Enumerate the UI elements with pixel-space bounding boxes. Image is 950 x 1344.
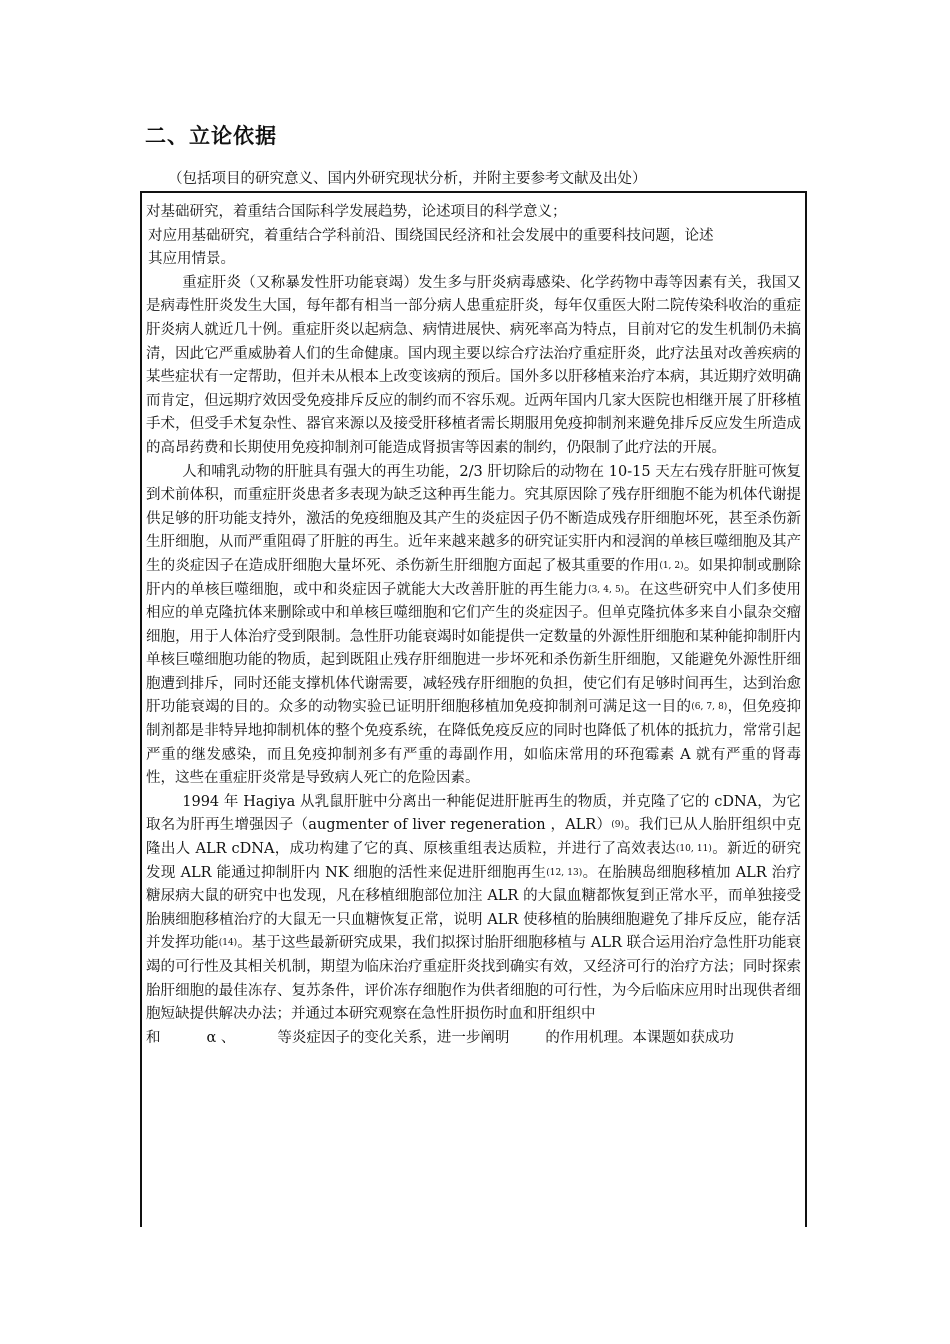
- section-heading: 二、立论依据: [145, 124, 277, 148]
- paragraph-3-part-d: 。在胎胰岛细胞移植加 ALR 治疗糖尿病大鼠的研究中也发现，凡在移植细胞部位加注 ALR 的大鼠血糖都恢复到正常水平，而单独接受胎胰细胞移植治疗的大鼠无一只血糖恢复正常，说明 ALR 使移植的胎胰细胞避免了排斥反应，能存活并发挥功能: [146, 864, 801, 952]
- paragraph-3: [146, 791, 801, 1027]
- paragraph-1: [146, 272, 801, 461]
- paragraph-3-part-c: 。新近的研究发现 ALR 能通过抑制肝内 NK 细胞的活性来促进肝细胞再生: [146, 841, 802, 881]
- instruction-line-3: 其应用情景。: [148, 251, 235, 268]
- final-line-part-c: 等炎症因子的变化关系，进一步阐明: [277, 1029, 510, 1046]
- citation-2: (3, 4, 5): [588, 584, 625, 595]
- final-line-part-b: α 、: [206, 1029, 236, 1046]
- citation-1: (1, 2): [659, 560, 684, 571]
- citation-3: (6, 7, 8): [691, 702, 728, 713]
- section-note: （包括项目的研究意义、国内外研究现状分析，并附主要参考文献及出处）: [168, 171, 647, 187]
- paragraph-1-text: 重症肝炎（又称暴发性肝功能衰竭）发生多与肝炎病毒感染、化学药物中毒等因素有关，我国又是病毒性肝炎发生大国，每年都有相当一部分病人患重症肝炎，每年仅重医大附二院传染科收治的重症肝炎病人就近几十例。重症肝炎以起病急、病情进展快、病死率高为特点，目前对它的发生机制仍未搞清，因此它严重威胁着人们的生命健康。国内现主要以综合疗法治疗重症肝炎，此疗法虽对改善疾病的某些症状有一定帮助，但并未从根本上改变该病的预后。国外多以肝移植来治疗本病，其近期疗效明确而肯定，但远期疗效因受免疫排斥反应的制约而不容乐观。近两年国内几家大医院也相继开展了肝移植手术，但受手术复杂性、器官来源以及接受肝移植者需长期服用免疫抑制剂来避免排斥反应发生所造成的高昂药费和长期使用免疫抑制剂可能造成肾损害等因素的制约，仍限制了此疗法的开展。: [146, 274, 801, 456]
- instruction-line-1: 对基础研究，着重结合国际科学发展趋势，论述项目的科学意义；: [146, 204, 567, 220]
- instruction-line-2: 对应用基础研究，着重结合学科前沿、围绕国民经济和社会发展中的重要科技问题，论述: [148, 227, 714, 244]
- paragraph-2-part-d: ，但免疫抑制剂都是非特异地抑制机体的整个免疫系统，在降低免疫反应的同时也降低了机体的抵抗力，常常引起严重的继发感染，而且免疫抑制剂多有严重的毒副作用，如临床常用的环孢霉素 A 就有严重的肾毒性，这些在重症肝炎常是导致病人死亡的危险因素。: [146, 699, 802, 787]
- paragraph-3-part-a: 1994 年 Hagiya 从乳鼠肝脏中分离出一种能促进肝脏再生的物质，并克隆了它的 cDNA，为它取名为肝再生增强因子（augmenter of liver regeneration ，ALR）: [146, 793, 801, 834]
- citation-6: (12, 13): [546, 867, 583, 878]
- citation-4: (9): [611, 820, 624, 831]
- paragraph-2-part-c: 。在这些研究中人们多使用相应的单克隆抗体来删除或中和单核巨噬细胞和它们产生的炎症因子。但单克隆抗体多来自小鼠杂交瘤细胞，用于人体治疗受到限制。急性肝功能衰竭时如能提供一定数量的外源性肝细胞和某种能抑制肝内单核巨噬细胞功能的物质，起到既阻止残存肝细胞进一步坏死和杀伤新生肝细胞，又能避免外源性肝细胞遭到排斥，同时还能支撑机体代谢需要，减轻残存肝细胞的负担，使它们有足够时间再生，达到治愈肝功能衰竭的目的。众多的动物实验已证明肝细胞移植加免疫抑制剂可满足这一目的: [146, 581, 802, 716]
- citation-7: (14): [218, 938, 238, 949]
- content-body: [146, 201, 801, 1050]
- paragraph-2-part-b: 。如果抑制或删除肝内的单核巨噬细胞，或中和炎症因子就能大大改善肝脏的再生能力: [146, 557, 802, 598]
- paragraph-3-part-e: 。基于这些最新研究成果，我们拟探讨胎肝细胞移植与 ALR 联合运用治疗急性肝功能衰竭的可行性及其相关机制，期望为临床治疗重症肝炎找到确实有效，又经济可行的治疗方法；同时探索胎肝细胞的最佳冻存、复苏条件，评价冻存细胞作为供者细胞的可行性，为今后临床应用时出现供者细胞短缺提供解决办法；并通过本研究观察在急性肝损伤时血和肝组织中: [146, 935, 802, 1023]
- final-line-part-d: 的作用机理。本课题如获成功: [545, 1029, 734, 1046]
- paragraph-3-part-b: 。我们已从人胎肝组织中克隆出人 ALR cDNA，成功构建了它的真、原核重组表达质粒，并进行了高效表达: [146, 817, 801, 858]
- paragraph-2: [146, 461, 801, 791]
- paragraph-2-part-a: 人和哺乳动物的肝脏具有强大的再生功能，2/3 肝切除后的动物在 10-15 天左右残存肝脏可恢复到术前体积，而重症肝炎患者多表现为缺乏这种再生能力。究其原因除了残存肝细胞不能为机体代谢提供足够的肝功能支持外，激活的免疫细胞及其产生的炎症因子仍不断造成残存肝细胞坏死，甚至杀伤新生肝细胞，从而严重阻碍了肝脏的再生。近年来越来越多的研究证实肝内和浸润的单核巨噬细胞及其产生的炎症因子在造成肝细胞大量坏死、杀伤新生肝细胞方面起了极其重要的作用: [146, 463, 801, 574]
- content-box: [140, 191, 807, 1227]
- final-line: [146, 1027, 801, 1051]
- final-line-part-a: 和: [146, 1029, 161, 1046]
- citation-5: (10, 11): [675, 844, 712, 855]
